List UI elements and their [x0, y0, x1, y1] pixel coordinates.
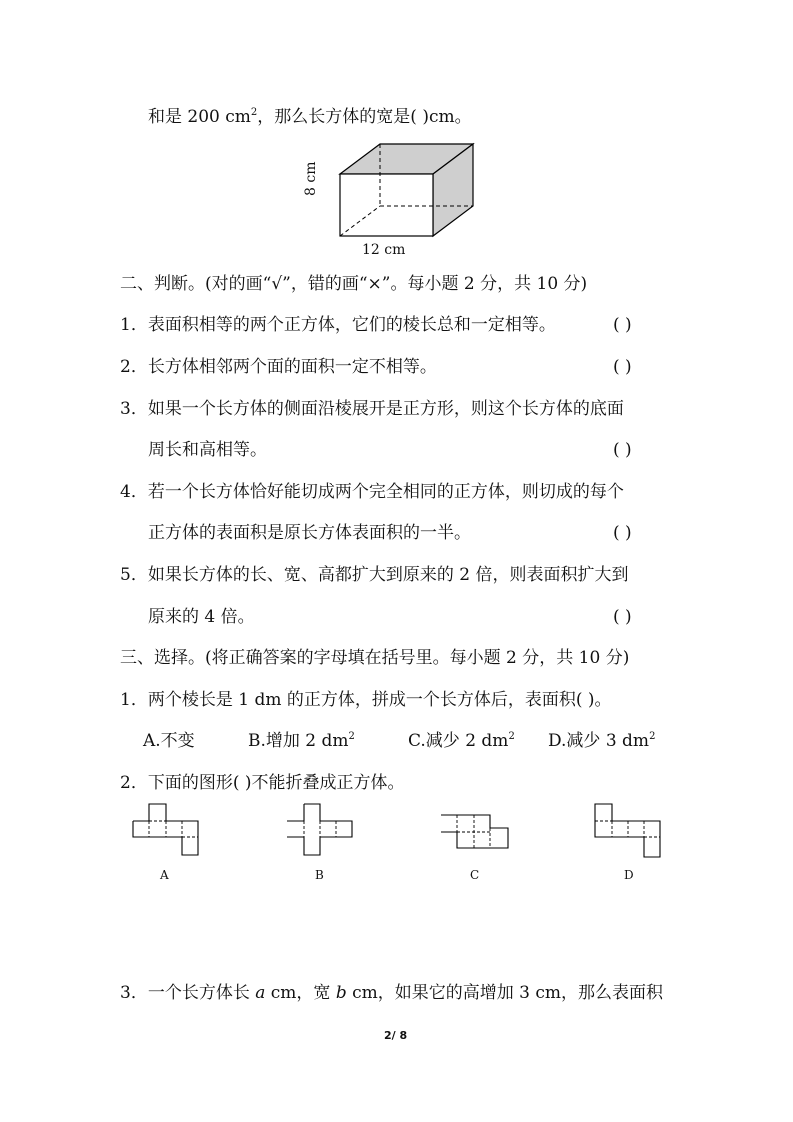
- judge-item-4-answer[interactable]: ( ): [613, 523, 632, 543]
- judge-item-4: 4．若一个长方体恰好能切成两个完全相同的正方体，则切成的每个: [120, 482, 624, 502]
- net-label-d: D: [624, 868, 634, 882]
- judge-item-1: 1．表面积相等的两个正方体，它们的棱长总和一定相等。: [120, 315, 556, 335]
- q-top-text-after: ，那么长方体的宽是( )cm。: [257, 107, 472, 127]
- judge-item-3-answer[interactable]: ( ): [613, 440, 632, 460]
- judge-item-3: 3．如果一个长方体的侧面沿棱展开是正方形，则这个长方体的底面: [120, 399, 624, 419]
- option-c-sup: 2: [508, 731, 515, 742]
- section3-heading: 三、选择。(将正确答案的字母填在括号里。每小题 2 分，共 10 分): [120, 648, 630, 668]
- cube-net-b: [286, 803, 356, 859]
- choice-q1-option-b: [248, 730, 355, 752]
- option-b-text: B.增加 2 dm: [248, 731, 349, 751]
- choice-q3-part2: cm，宽: [265, 983, 336, 1003]
- section2-heading: 二、判断。(对的画“√”，错的画“×”。每小题 2 分，共 10 分): [120, 274, 588, 294]
- choice-q3-var-b: b: [335, 983, 347, 1003]
- cuboid-front-face: [340, 174, 433, 236]
- option-c-text: C.减少 2 dm: [408, 731, 509, 751]
- cuboid-height-label: 8 cm: [303, 161, 319, 196]
- choice-q3-part3: cm，如果它的高增加 3 cm，那么表面积: [346, 983, 664, 1003]
- option-b-sup: 2: [348, 731, 355, 742]
- judge-item-5-answer[interactable]: ( ): [613, 607, 632, 627]
- choice-q1: 1．两个棱长是 1 dm 的正方体，拼成一个长方体后，表面积( )。: [120, 690, 612, 710]
- judge-item-3-cont: 周长和高相等。: [148, 440, 267, 460]
- choice-q3-part1: 3．一个长方体长: [120, 983, 256, 1003]
- judge-item-5-cont: 原来的 4 倍。: [148, 607, 255, 627]
- cuboid-length-label: 12 cm: [362, 242, 406, 258]
- q-top-line: [148, 106, 472, 128]
- judge-item-4-cont: 正方体的表面积是原长方体表面积的一半。: [148, 523, 471, 543]
- net-label-a: A: [160, 868, 169, 882]
- judge-item-2-answer[interactable]: ( ): [613, 357, 632, 377]
- choice-q1-option-d: [548, 730, 655, 752]
- choice-q1-option-a: A.不变: [143, 731, 195, 751]
- cube-net-c: [440, 810, 515, 856]
- choice-q1-option-c: [408, 730, 515, 752]
- choice-q3: [120, 982, 663, 1004]
- judge-item-2: 2．长方体相邻两个面的面积一定不相等。: [120, 357, 437, 377]
- net-label-b: B: [315, 868, 324, 882]
- net-label-c: C: [470, 868, 480, 882]
- page-number: 2/ 8: [384, 1029, 408, 1042]
- cube-net-d: [594, 803, 666, 859]
- q-top-text-before: 和是 200 cm: [148, 107, 251, 127]
- choice-q2: 2．下面的图形( )不能折叠成正方体。: [120, 773, 405, 793]
- judge-item-1-answer[interactable]: ( ): [613, 315, 632, 335]
- choice-q3-var-a: a: [255, 983, 266, 1003]
- option-d-sup: 2: [649, 731, 656, 742]
- cube-net-a: [132, 803, 202, 859]
- q-top-sup: 2: [250, 107, 258, 118]
- judge-item-5: 5．如果长方体的长、宽、高都扩大到原来的 2 倍，则表面积扩大到: [120, 565, 629, 585]
- option-d-text: D.减少 3 dm: [548, 731, 650, 751]
